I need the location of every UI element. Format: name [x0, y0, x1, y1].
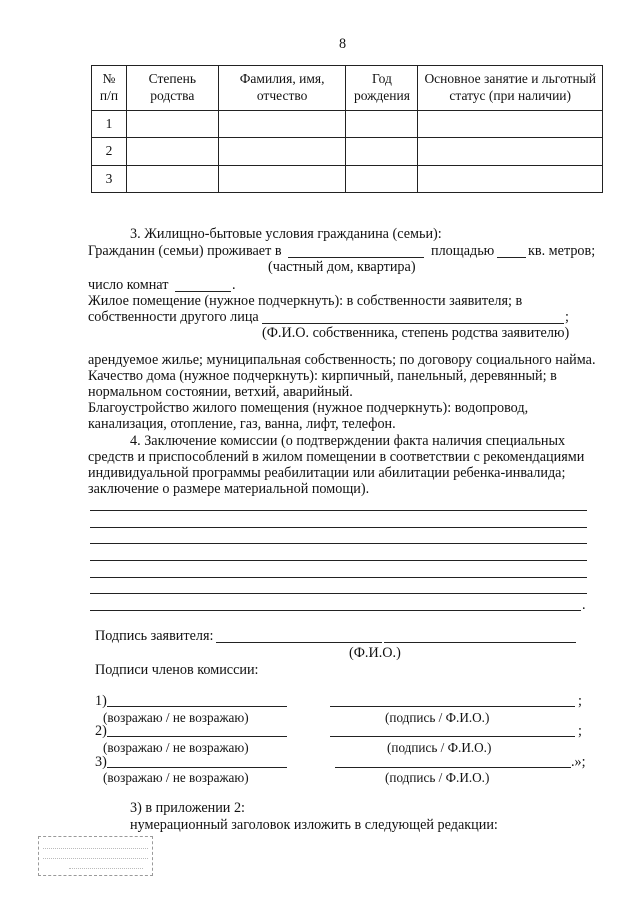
- resides-prefix: Гражданин (семьи) проживает в: [88, 243, 282, 259]
- member-sign-hint: (подпись / Ф.И.О.): [385, 770, 490, 785]
- table-cell: 3: [92, 166, 127, 193]
- member-tail: .»;: [571, 754, 586, 770]
- section3-heading: 3. Жилищно-бытовые условия гражданина (семьи):: [130, 226, 442, 242]
- conclusion-line: [90, 577, 587, 578]
- table-row: [92, 166, 603, 193]
- member-sign-hint: (подпись / Ф.И.О.): [387, 740, 492, 755]
- member-opinion-hint: (возражаю / не возражаю): [103, 740, 249, 755]
- member-tail: ;: [578, 693, 582, 709]
- owner-hint: (Ф.И.О. собственника, степень родства заявителю): [262, 325, 570, 341]
- member-number: 2): [95, 723, 107, 739]
- table-cell: [418, 138, 603, 166]
- appendix-line-1: 3) в приложении 2:: [130, 800, 245, 816]
- member-sign-blank: [330, 706, 575, 707]
- applicant-sign-blank: [216, 642, 382, 643]
- member-number: 3): [95, 754, 107, 770]
- table-cell: [126, 138, 218, 166]
- header-cell: Фамилия, имя, отчество: [218, 66, 346, 111]
- header-cell: Основное занятие и льготный статус (при наличии): [418, 66, 603, 111]
- table-cell: [346, 166, 418, 193]
- section4-line-1: 4. Заключение комиссии (о подтверждении факта наличия специальных: [130, 433, 566, 449]
- rooms-tail: .: [232, 277, 236, 293]
- member-opinion-blank: [107, 736, 287, 737]
- section4-line-4: заключение о размере материальной помощи).: [88, 481, 370, 497]
- conclusion-line: [90, 593, 587, 594]
- conclusion-end: .: [582, 597, 586, 613]
- table-cell: [126, 111, 218, 138]
- registry-stamp: [38, 836, 153, 876]
- area-blank: [497, 257, 526, 258]
- quality-line-2: нормальном состоянии, ветхий, аварийный.: [88, 384, 353, 400]
- header-cell: Степень родства: [126, 66, 218, 111]
- table-cell: [346, 138, 418, 166]
- member-opinion-hint: (возражаю / не возражаю): [103, 770, 249, 785]
- other-owner-blank: [262, 323, 564, 324]
- member-number: 1): [95, 693, 107, 709]
- area-label: площадью: [431, 243, 495, 259]
- other-owner-tail: ;: [565, 309, 569, 325]
- table-row: [92, 111, 603, 138]
- section4-line-2: средств и приспособлений в жилом помещении в соответствии с рекомендациями: [88, 449, 585, 465]
- member-opinion-hint: (возражаю / не возражаю): [103, 710, 249, 725]
- applicant-label: Подпись заявителя:: [95, 628, 214, 644]
- resides-blank: [288, 257, 424, 258]
- table-cell: [418, 166, 603, 193]
- table-cell: [418, 111, 603, 138]
- family-table: [91, 65, 603, 193]
- conclusion-line: [90, 560, 587, 561]
- page-number: 8: [339, 36, 347, 52]
- header-cell: Год рождения: [346, 66, 418, 111]
- house-hint: (частный дом, квартира): [268, 259, 416, 275]
- area-unit: кв. метров;: [528, 243, 596, 259]
- table-cell: [346, 111, 418, 138]
- appendix-line-2: нумерационный заголовок изложить в следующей редакции:: [130, 817, 498, 833]
- table-cell: 1: [92, 111, 127, 138]
- member-sign-blank: [330, 736, 575, 737]
- conclusion-line: [90, 510, 587, 511]
- table-cell: [218, 111, 346, 138]
- ownership-line: Жилое помещение (нужное подчеркнуть): в собственности заявителя; в: [88, 293, 523, 309]
- table-header-row: [92, 66, 603, 111]
- amenities-line-2: канализация, отопление, газ, ванна, лифт, телефон.: [88, 416, 396, 432]
- member-tail: ;: [578, 723, 582, 739]
- conclusion-line: [90, 527, 587, 528]
- table-cell: [218, 138, 346, 166]
- table-cell: [218, 166, 346, 193]
- rent-line: арендуемое жилье; муниципальная собственность; по договору социального найма.: [88, 352, 596, 368]
- header-cell: № п/п: [92, 66, 127, 111]
- section4-line-3: индивидуальной программы реабилитации или абилитации ребенка-инвалида;: [88, 465, 566, 481]
- rooms-label: число комнат: [88, 277, 169, 293]
- rooms-blank: [175, 291, 231, 292]
- amenities-line-1: Благоустройство жилого помещения (нужное подчеркнуть): водопровод,: [88, 400, 529, 416]
- member-opinion-blank: [107, 706, 287, 707]
- member-sign-hint: (подпись / Ф.И.О.): [385, 710, 490, 725]
- table-cell: [126, 166, 218, 193]
- member-sign-blank: [335, 767, 571, 768]
- applicant-name-blank: [384, 642, 576, 643]
- member-opinion-blank: [107, 767, 287, 768]
- applicant-hint: (Ф.И.О.): [349, 645, 401, 661]
- other-owner-prefix: собственности другого лица: [88, 309, 259, 325]
- conclusion-line: [90, 543, 587, 544]
- table-cell: 2: [92, 138, 127, 166]
- quality-line-1: Качество дома (нужное подчеркнуть): кирпичный, панельный, деревянный; в: [88, 368, 557, 384]
- conclusion-line: [90, 610, 581, 611]
- table-row: [92, 138, 603, 166]
- members-label: Подписи членов комиссии:: [95, 662, 259, 678]
